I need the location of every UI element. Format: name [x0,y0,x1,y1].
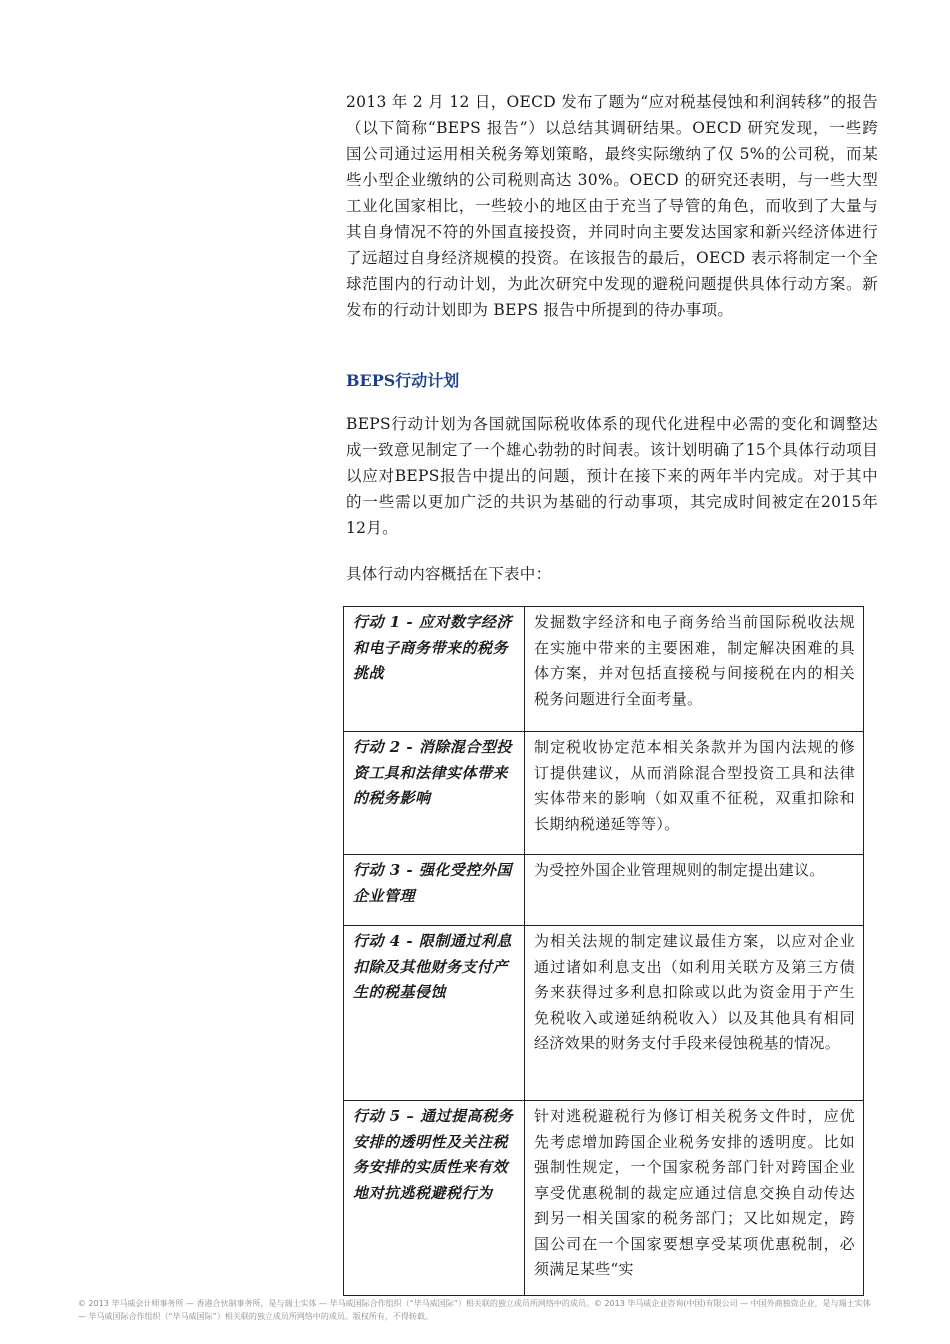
table-row [344,607,864,732]
table-row [344,732,864,855]
action-title: 行动 3 - 强化受控外国企业管理 [344,855,525,926]
table-row [344,926,864,1101]
section-heading: BEPS行动计划 [346,371,460,390]
action-title: 行动 2 - 消除混合型投资工具和法律实体带来的税务影响 [344,732,525,855]
action-title: 行动 4 - 限制通过利息扣除及其他财务支付产生的税基侵蚀 [344,926,525,1101]
action-description: 针对逃税避税行为修订相关税务文件时，应优先考虑增加跨国企业税务安排的透明度。比如强制性规定，一个国家税务部门针对跨国企业享受优惠税制的裁定应通过信息交换自动传达到另一相关国家的税务部门；又比如规定，跨国公司在一个国家要想享受某项优惠税制，必须满足某些“实 [525,1101,864,1296]
table-row [344,855,864,926]
intro-paragraph: 2013 年 2 月 12 日，OECD 发布了题为“应对税基侵蚀和利润转移”的报告（以下简称“BEPS 报告”）以总结其调研结果。OECD 研究发现，一些跨国公司通过运用相关税务筹划策略，最终实际缴纳了仅 5%的公司税，而某些小型企业缴纳的公司税则高达 30%。OECD 的研究还表明，与一些大型工业化国家相比，一些较小的地区由于充当了导管的角色，而收到了大量与其自身情况不符的外国直接投资，并同时向主要发达国家和新兴经济体进行了远超过自身经济规模的投资。在该报告的最后，OECD 表示将制定一个全球范围内的行动计划，为此次研究中发现的避税问题提供具体行动方案。新发布的行动计划即为 BEPS 报告中所提到的待办事项。 [346,93,878,319]
action-title: 行动 5 – 通过提高税务安排的透明性及关注税务安排的实质性来有效地对抗逃税避税行为 [344,1101,525,1296]
action-description: 为受控外国企业管理规则的制定提出建议。 [525,855,864,926]
action-description: 为相关法规的制定建议最佳方案，以应对企业通过诸如利息支出（如利用关联方及第三方债务来获得过多利息扣除或以此为资金用于产生免税收入或递延纳税收入）以及其他具有相同经济效果的财务支付手段来侵蚀税基的情况。 [525,926,864,1101]
footer-copyright: © 2013 毕马威会计师事务所 — 香港合伙制事务所，是与瑞士实体 — 毕马威国际合作组织（“毕马威国际”）相关联的独立成员所网络中的成员。© 2013 毕马威企业咨询(中国)有限公司 — 中国外商独资企业，是与瑞士实体 — 毕马威国际合作组织（“毕马威国际”）相关联的独立成员所网络中的成员。版权所有，不得转载。 [78,1299,871,1321]
plan-paragraph: BEPS行动计划为各国就国际税收体系的现代化进程中必需的变化和调整达成一致意见制定了一个雄心勃勃的时间表。该计划明确了15个具体行动项目以应对BEPS报告中提出的问题，预计在接下来的两年半内完成。对于其中的一些需以更加广泛的共识为基础的行动事项，其完成时间被定在2015年12月。 [346,415,878,537]
action-title: 行动 1 - 应对数字经济和电子商务带来的税务挑战 [344,607,525,732]
action-description: 发掘数字经济和电子商务给当前国际税收法规在实施中带来的主要困难，制定解决困难的具体方案，并对包括直接税与间接税在内的相关税务问题进行全面考量。 [525,607,864,732]
table-row [344,1101,864,1296]
actions-table [343,606,864,1296]
action-description: 制定税收协定范本相关条款并为国内法规的修订提供建议，从而消除混合型投资工具和法律实体带来的影响（如双重不征税，双重扣除和长期纳税递延等等）。 [525,732,864,855]
table-intro: 具体行动内容概括在下表中： [346,565,552,583]
